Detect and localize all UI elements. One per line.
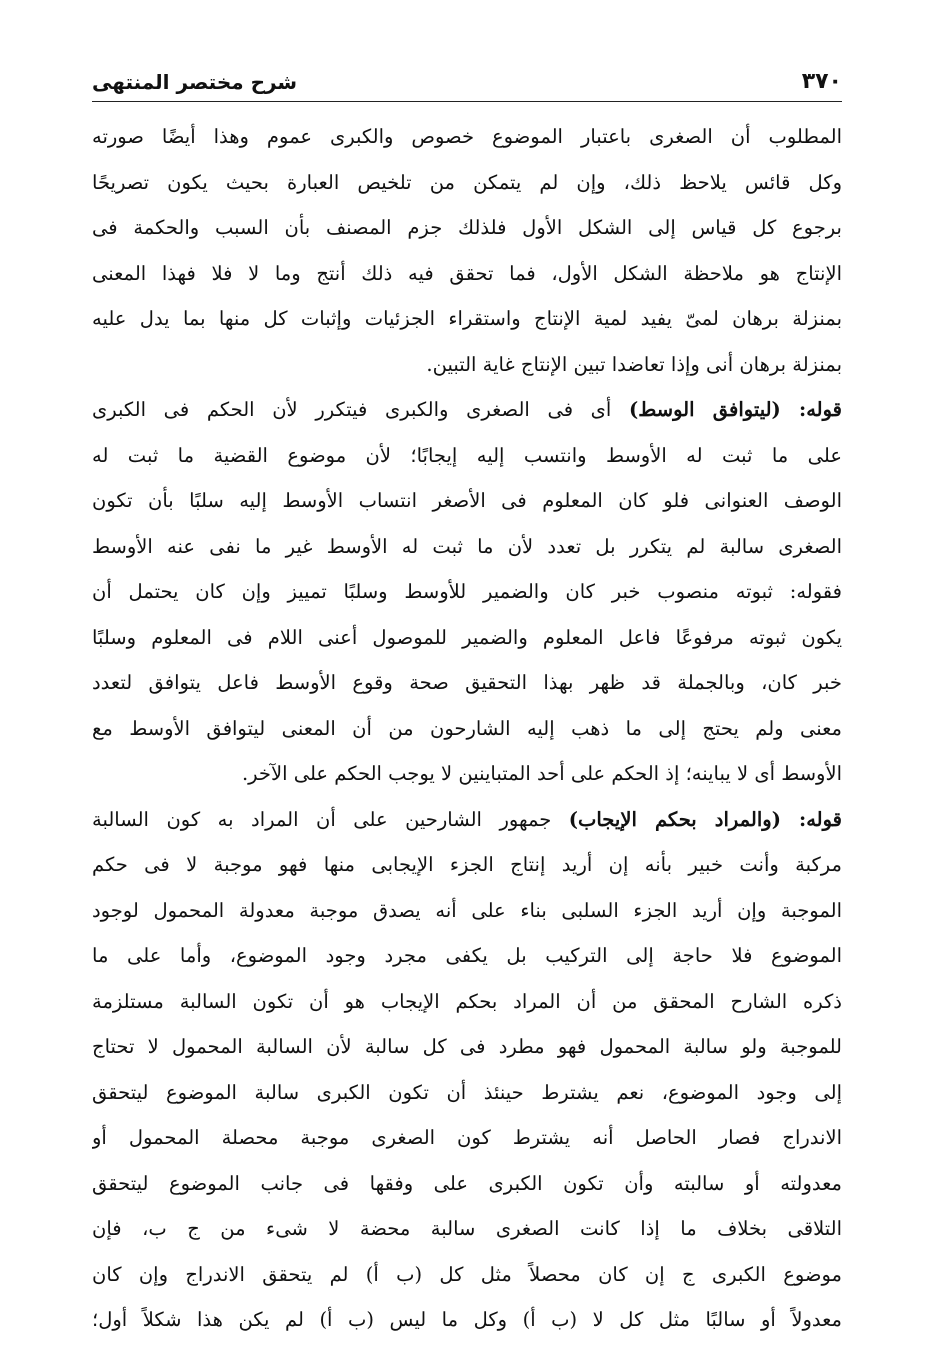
text-line: يكون ثبوته مرفوعًا فاعل المعلوم والضمير للموصول أعنى اللام فى المعلوم وسلبًا (92, 625, 842, 649)
text-line: الصغرى سالبة لم يتكرر بل تعدد لأن ما ثبت له الأوسط غير ما نفى عنه الأوسط (92, 534, 842, 558)
header-divider (92, 101, 842, 102)
quote-heading: قوله: (ليتوافق الوسط) (629, 398, 842, 421)
text-line: موضوع الكبرى ج إن كان محصلاً مثل كل (ب أ) لم يتحقق الاندراج وإن كان (92, 1262, 842, 1286)
text-line: ذكره الشارح المحقق من أن المراد بحكم الإيجاب هو أن تكون السالبة مستلزمة (92, 989, 842, 1013)
paragraph (92, 387, 842, 797)
text-line (92, 387, 842, 433)
page-header (92, 64, 842, 94)
text-line: معنى ولم يحتج إلى ما ذهب إليه الشارحون من أن المعنى ليتوافق الأوسط مع (92, 716, 842, 740)
page-number: ٣٧٠ (801, 69, 842, 94)
text-line: برجوع كل قياس إلى الشكل الأول فلذلك جزم المصنف بأن السبب والحكمة فى (92, 216, 842, 239)
body-text (92, 114, 842, 1343)
quote-heading: قوله: (والمراد بحكم الإيجاب) (568, 807, 842, 831)
line-text: أى فى الصغرى والكبرى فيتكرر لأن الحكم فى الكبرى (92, 398, 612, 421)
text-line: إلى وجود الموضوع، نعم يشترط حينئذ أن تكون الكبرى سالبة الموضوع ليتحقق (92, 1080, 842, 1104)
text-line: الأوسط أى لا يباينه؛ إذ الحكم على أحد المتباينين لا يوجب الحكم على الآخر. (241, 762, 842, 785)
text-line: للموجبة ولو سالبة المحمول فهو مطرد فى كل سالبة لأن السالبة المحمول لا تحتاج (92, 1035, 842, 1058)
paragraph (92, 797, 842, 1343)
text-line: الإنتاج هو ملاحظة الشكل الأول، فما تحقق فيه ذلك أنتج وما لا فلا فهذا المعنى (92, 261, 842, 285)
text-line: الاندراج فصار الحاصل أنه يشترط كون الصغرى موجبة محصلة المحمول أو (92, 1126, 842, 1149)
text-line: مركبة وأنت خبير بأنه إن أريد إنتاج الجزء الإيجابى منها فهو موجبة لا فى حكم (92, 853, 842, 876)
text-line: معدولاً أو سالبًا مثل كل لا (ب أ) وكل ما ليس (ب أ) لم يكن هذا شكلاً أول؛ (92, 1308, 842, 1331)
text-line: الموجبة وإن أريد الجزء السلبى بناء على أنه يصدق موجبة معدولة المحمول لوجود (92, 898, 842, 922)
text-line: خبر كان، وبالجملة قد ظهر بهذا التحقيق صحة وقوع الأوسط فاعل يتوافق لتعدد (92, 671, 842, 694)
text-line: بمنزلة برهان أنى وإذا تعاضدا تبين الإنتاج غاية التبين. (426, 352, 842, 376)
text-line: على ما ثبت له الأوسط وانتسب إليه إيجابًا؛ لأن موضوع القضية ما ثبت له (92, 443, 842, 467)
running-title: شرح مختصر المنتهى (92, 70, 298, 94)
text-line: فقوله: ثبوته منصوب خبر كان والضمير للأوسط وسلبًا تمييز وإن كان يحتمل أن (92, 580, 842, 603)
text-line: وكل قائس يلاحظ ذلك، وإن لم يتمكن من تلخيص العبارة بحيث يكون تصريحًا (92, 170, 842, 194)
line-text: جمهور الشارحين على أن المراد به كون السالبة (92, 807, 552, 831)
text-line: التلاقى بخلاف ما إذا كانت الصغرى سالبة محضة لا شىء من ج ب، فإن (92, 1217, 842, 1240)
text-line: الوصف العنوانى فلو كان المعلوم فى الأصغر انتساب الأوسط إليه سلبًا بأن تكون (92, 489, 842, 512)
paragraph (92, 114, 842, 387)
text-line: معدولته أو سالبته وأن تكون الكبرى على وفقها فى جانب الموضوع ليتحقق (92, 1171, 842, 1195)
text-line (92, 797, 842, 843)
text-line: المطلوب أن الصغرى باعتبار الموضوع خصوص والكبرى عموم وهذا أيضًا صورته (92, 125, 842, 148)
text-line: بمنزلة برهان لمىّ يفيد لمية الإنتاج واستقراء الجزئيات وإثبات كل منها بما يدل عليه (92, 307, 842, 330)
text-line: الموضوع فلا حاجة إلى التركيب بل يكفى مجرد وجود الموضوع، وأما على ما (92, 944, 842, 967)
